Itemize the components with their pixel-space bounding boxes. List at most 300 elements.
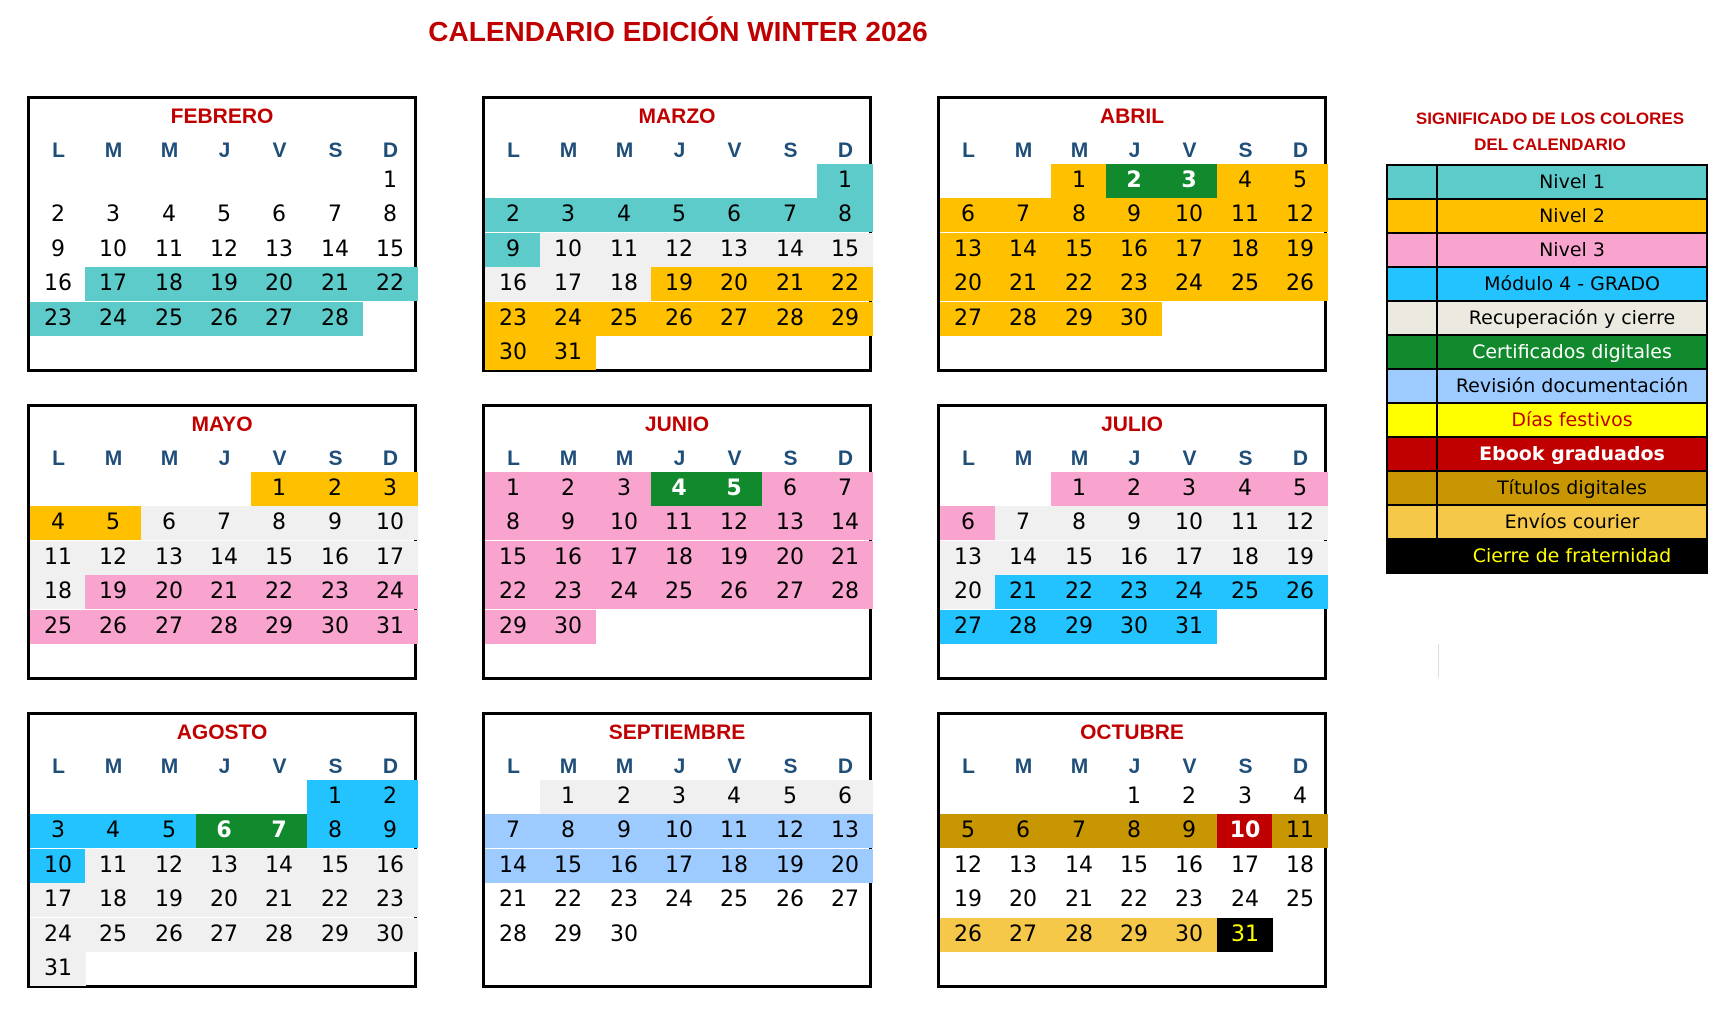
weekday-header: V <box>1182 139 1197 162</box>
day-cell: 10 <box>540 233 596 267</box>
day-cell: 13 <box>141 541 197 575</box>
day-cell: 28 <box>196 610 252 644</box>
weekday-header: L <box>507 755 520 778</box>
weekday-header: L <box>52 755 65 778</box>
day-cell: 27 <box>940 302 996 336</box>
day-cell: 10 <box>1161 198 1217 232</box>
day-cell: 2 <box>51 202 65 227</box>
day-cell: 19 <box>651 267 707 301</box>
legend-item <box>1388 472 1706 506</box>
day-cell: 29 <box>251 610 307 644</box>
day-cell: 27 <box>196 918 252 952</box>
legend-item <box>1388 404 1706 438</box>
day-cell: 30 <box>1106 302 1162 336</box>
weekday-header: S <box>783 447 798 470</box>
day-cell: 5 <box>85 506 141 540</box>
day-cell: 25 <box>651 575 707 609</box>
weekday-header: L <box>962 755 975 778</box>
legend-label: Ebook graduados <box>1479 443 1665 465</box>
day-cell: 22 <box>485 575 541 609</box>
day-cell: 10 <box>596 506 652 540</box>
day-cell: 20 <box>817 849 873 883</box>
day-cell: 23 <box>362 883 418 917</box>
day-cell: 21 <box>817 541 873 575</box>
weekday-header: M <box>1014 447 1033 470</box>
legend-label: Nivel 1 <box>1539 171 1605 193</box>
day-cell: 9 <box>1106 198 1162 232</box>
day-cell: 17 <box>1161 233 1217 267</box>
day-cell: 30 <box>1161 918 1217 952</box>
day-cell: 4 <box>706 780 762 814</box>
weekday-header: L <box>962 139 975 162</box>
legend-swatch <box>1388 302 1438 334</box>
day-cell: 30 <box>610 922 638 947</box>
day-cell: 20 <box>196 883 252 917</box>
day-cell: 30 <box>1106 610 1162 644</box>
weekday-header: M <box>1070 447 1089 470</box>
month-name: JULIO <box>1101 413 1163 436</box>
day-cell: 17 <box>1231 853 1259 878</box>
weekday-header: D <box>382 755 399 778</box>
day-cell: 16 <box>44 271 72 296</box>
weekday-header: S <box>1238 139 1253 162</box>
day-cell: 3 <box>596 472 652 506</box>
day-cell: 8 <box>817 198 873 232</box>
day-cell: 4 <box>1217 164 1273 198</box>
day-cell: 7 <box>995 198 1051 232</box>
weekday-header: S <box>328 447 343 470</box>
weekday-header: M <box>160 139 179 162</box>
day-cell: 6 <box>272 202 286 227</box>
day-cell: 1 <box>1051 164 1107 198</box>
day-cell: 5 <box>940 814 996 848</box>
day-cell: 14 <box>251 849 307 883</box>
day-cell: 22 <box>362 267 418 301</box>
day-cell: 30 <box>307 610 363 644</box>
day-cell: 19 <box>141 883 197 917</box>
day-cell: 12 <box>210 237 238 262</box>
day-cell: 1 <box>540 780 596 814</box>
legend-swatch <box>1388 472 1438 504</box>
day-cell: 12 <box>706 506 762 540</box>
month-febrero <box>27 96 417 372</box>
day-cell: 9 <box>1161 814 1217 848</box>
day-cell: 22 <box>251 575 307 609</box>
day-cell: 7 <box>485 814 541 848</box>
weekday-header: S <box>783 755 798 778</box>
day-cell: 23 <box>30 302 86 336</box>
month-name: FEBRERO <box>170 105 274 128</box>
day-cell: 18 <box>1217 233 1273 267</box>
day-cell: 26 <box>706 575 762 609</box>
day-cell: 8 <box>1106 814 1162 848</box>
day-cell: 5 <box>217 202 231 227</box>
month-name: AGOSTO <box>176 721 268 744</box>
day-cell: 13 <box>196 849 252 883</box>
weekday-header: V <box>272 447 287 470</box>
weekday-header: J <box>673 447 686 470</box>
day-cell: 7 <box>1051 814 1107 848</box>
day-cell: 3 <box>1161 472 1217 506</box>
legend-item <box>1388 302 1706 336</box>
legend-swatch <box>1388 166 1438 198</box>
day-cell: 2 <box>1182 784 1196 809</box>
month-name: MARZO <box>638 105 716 128</box>
legend-item <box>1388 438 1706 472</box>
day-cell: 8 <box>540 814 596 848</box>
day-cell: 17 <box>1161 541 1217 575</box>
weekday-header: M <box>104 447 123 470</box>
day-cell: 23 <box>1106 575 1162 609</box>
day-cell: 11 <box>596 233 652 267</box>
day-cell: 4 <box>1293 784 1307 809</box>
legend-label: Cierre de fraternidad <box>1472 545 1672 567</box>
day-cell: 27 <box>251 302 307 336</box>
day-cell: 25 <box>1286 887 1314 912</box>
day-cell: 27 <box>831 887 859 912</box>
legend-swatch <box>1388 438 1438 470</box>
day-cell: 6 <box>706 198 762 232</box>
month-name: SEPTIEMBRE <box>608 721 746 744</box>
day-cell: 1 <box>1051 472 1107 506</box>
weekday-header: D <box>837 447 854 470</box>
weekday-header: J <box>218 755 231 778</box>
day-cell: 24 <box>1161 267 1217 301</box>
day-cell: 12 <box>651 233 707 267</box>
day-cell: 14 <box>1065 853 1093 878</box>
weekday-header: J <box>1128 755 1141 778</box>
day-cell: 9 <box>362 814 418 848</box>
day-cell: 21 <box>307 267 363 301</box>
day-cell: 22 <box>1120 887 1148 912</box>
day-cell: 3 <box>106 202 120 227</box>
day-cell: 30 <box>362 918 418 952</box>
day-cell: 21 <box>995 575 1051 609</box>
day-cell: 24 <box>85 302 141 336</box>
month-junio <box>482 404 872 680</box>
day-cell: 26 <box>85 610 141 644</box>
day-cell: 10 <box>362 506 418 540</box>
day-cell: 20 <box>940 267 996 301</box>
day-cell: 25 <box>141 302 197 336</box>
day-cell: 6 <box>940 198 996 232</box>
legend-label: Nivel 3 <box>1539 239 1605 261</box>
day-cell: 31 <box>362 610 418 644</box>
day-cell: 6 <box>762 472 818 506</box>
day-cell: 23 <box>540 575 596 609</box>
day-cell: 11 <box>651 506 707 540</box>
day-cell: 18 <box>706 849 762 883</box>
day-cell: 26 <box>1272 575 1328 609</box>
weekday-header: M <box>104 139 123 162</box>
day-cell: 24 <box>1231 887 1259 912</box>
day-cell: 15 <box>485 541 541 575</box>
day-cell: 16 <box>1106 233 1162 267</box>
legend-title <box>1380 106 1720 158</box>
day-cell: 10 <box>651 814 707 848</box>
day-cell: 8 <box>383 202 397 227</box>
month-name: MAYO <box>191 413 253 436</box>
day-cell: 26 <box>1272 267 1328 301</box>
day-cell: 2 <box>1106 472 1162 506</box>
day-cell: 24 <box>362 575 418 609</box>
day-cell: 25 <box>596 302 652 336</box>
day-cell: 19 <box>1272 233 1328 267</box>
weekday-header: V <box>727 447 742 470</box>
weekday-header: D <box>1292 139 1309 162</box>
day-cell: 2 <box>485 198 541 232</box>
day-cell: 15 <box>251 541 307 575</box>
weekday-header: D <box>1292 447 1309 470</box>
day-cell: 31 <box>30 952 86 986</box>
day-cell: 18 <box>1286 853 1314 878</box>
weekday-header: L <box>962 447 975 470</box>
day-cell: 31 <box>1217 918 1273 952</box>
day-cell: 9 <box>596 814 652 848</box>
legend-label: Recuperación y cierre <box>1468 307 1676 329</box>
legend-item <box>1388 336 1706 370</box>
day-cell: 28 <box>762 302 818 336</box>
day-cell: 14 <box>995 233 1051 267</box>
legend-label: Títulos digitales <box>1497 477 1647 499</box>
legend-item <box>1388 370 1706 404</box>
day-cell: 9 <box>51 237 65 262</box>
day-cell: 21 <box>251 883 307 917</box>
day-cell: 25 <box>1217 267 1273 301</box>
month-name: ABRIL <box>1099 105 1165 128</box>
day-cell: 28 <box>995 302 1051 336</box>
month-agosto <box>27 712 417 988</box>
day-cell: 12 <box>85 541 141 575</box>
day-cell: 8 <box>1051 506 1107 540</box>
day-cell: 8 <box>485 506 541 540</box>
legend-item <box>1388 268 1706 302</box>
weekday-header: V <box>1182 447 1197 470</box>
weekday-header: V <box>727 755 742 778</box>
day-cell: 27 <box>141 610 197 644</box>
day-cell: 2 <box>1106 164 1162 198</box>
day-cell: 14 <box>995 541 1051 575</box>
day-cell: 29 <box>554 922 582 947</box>
day-cell: 6 <box>817 780 873 814</box>
day-cell: 24 <box>665 887 693 912</box>
day-cell: 11 <box>85 849 141 883</box>
day-cell: 1 <box>485 472 541 506</box>
day-cell: 3 <box>651 780 707 814</box>
legend-swatch <box>1388 268 1438 300</box>
day-cell: 11 <box>706 814 762 848</box>
day-cell: 29 <box>1051 302 1107 336</box>
day-cell: 22 <box>1051 267 1107 301</box>
month-abril <box>937 96 1327 372</box>
day-cell: 5 <box>1272 472 1328 506</box>
weekday-header: V <box>727 139 742 162</box>
day-cell: 24 <box>596 575 652 609</box>
day-cell: 21 <box>995 267 1051 301</box>
day-cell: 22 <box>817 267 873 301</box>
day-cell: 21 <box>499 887 527 912</box>
day-cell: 6 <box>995 814 1051 848</box>
day-cell: 26 <box>651 302 707 336</box>
weekday-header: M <box>1070 755 1089 778</box>
day-cell: 16 <box>485 267 541 301</box>
month-septiembre <box>482 712 872 988</box>
day-cell: 4 <box>651 472 707 506</box>
day-cell: 29 <box>307 918 363 952</box>
day-cell: 22 <box>1051 575 1107 609</box>
day-cell: 23 <box>1106 267 1162 301</box>
day-cell: 2 <box>540 472 596 506</box>
day-cell: 11 <box>1272 814 1328 848</box>
day-cell: 29 <box>1106 918 1162 952</box>
day-cell: 10 <box>1217 814 1273 848</box>
legend-item <box>1388 506 1706 540</box>
day-cell: 24 <box>30 918 86 952</box>
day-cell: 16 <box>540 541 596 575</box>
weekday-header: S <box>328 755 343 778</box>
weekday-header: S <box>1238 755 1253 778</box>
day-cell: 18 <box>1217 541 1273 575</box>
day-cell: 8 <box>1051 198 1107 232</box>
legend-label: Días festivos <box>1511 409 1633 431</box>
day-cell: 29 <box>485 610 541 644</box>
day-cell: 18 <box>85 883 141 917</box>
day-cell: 6 <box>196 814 252 848</box>
weekday-header: M <box>615 139 634 162</box>
day-cell: 4 <box>596 198 652 232</box>
day-cell: 12 <box>954 853 982 878</box>
day-cell: 1 <box>383 168 397 193</box>
legend-swatch <box>1388 200 1438 232</box>
day-cell: 23 <box>307 575 363 609</box>
legend-item <box>1388 234 1706 268</box>
day-cell: 9 <box>307 506 363 540</box>
day-cell: 26 <box>940 918 996 952</box>
weekday-header: M <box>104 755 123 778</box>
weekday-header: J <box>1128 447 1141 470</box>
day-cell: 16 <box>1106 541 1162 575</box>
month-name: JUNIO <box>644 413 710 436</box>
legend-title-line2: DEL CALENDARIO <box>1474 135 1626 154</box>
day-cell: 9 <box>540 506 596 540</box>
legend-title-line1: SIGNIFICADO DE LOS COLORES <box>1415 109 1685 128</box>
weekday-header: J <box>218 139 231 162</box>
weekday-header: L <box>52 139 65 162</box>
day-cell: 28 <box>817 575 873 609</box>
day-cell: 25 <box>85 918 141 952</box>
day-cell: 8 <box>307 814 363 848</box>
day-cell: 10 <box>99 237 127 262</box>
weekday-header: M <box>559 755 578 778</box>
weekday-header: M <box>615 447 634 470</box>
day-cell: 14 <box>817 506 873 540</box>
day-cell: 8 <box>251 506 307 540</box>
day-cell: 7 <box>995 506 1051 540</box>
day-cell: 25 <box>720 887 748 912</box>
day-cell: 21 <box>1065 887 1093 912</box>
day-cell: 19 <box>196 267 252 301</box>
legend-swatch <box>1388 370 1438 402</box>
legend-item <box>1388 166 1706 200</box>
day-cell: 19 <box>85 575 141 609</box>
day-cell: 28 <box>307 302 363 336</box>
legend-item <box>1388 200 1706 234</box>
day-cell: 31 <box>540 336 596 370</box>
weekday-header: S <box>328 139 343 162</box>
day-cell: 16 <box>1175 853 1203 878</box>
day-cell: 27 <box>706 302 762 336</box>
weekday-header: V <box>272 755 287 778</box>
day-cell: 16 <box>307 541 363 575</box>
weekday-header: L <box>507 447 520 470</box>
day-cell: 3 <box>362 472 418 506</box>
day-cell: 28 <box>995 610 1051 644</box>
weekday-header: L <box>52 447 65 470</box>
day-cell: 13 <box>1009 853 1037 878</box>
day-cell: 23 <box>485 302 541 336</box>
day-cell: 15 <box>376 237 404 262</box>
day-cell: 4 <box>162 202 176 227</box>
day-cell: 17 <box>30 883 86 917</box>
day-cell: 19 <box>954 887 982 912</box>
day-cell: 19 <box>762 849 818 883</box>
weekday-header: L <box>507 139 520 162</box>
day-cell: 5 <box>141 814 197 848</box>
day-cell: 18 <box>141 267 197 301</box>
day-cell: 28 <box>251 918 307 952</box>
legend-item <box>1388 540 1706 574</box>
day-cell: 9 <box>485 233 541 267</box>
legend-label: Certificados digitales <box>1472 341 1672 363</box>
day-cell: 18 <box>596 267 652 301</box>
day-cell: 26 <box>141 918 197 952</box>
day-cell: 22 <box>554 887 582 912</box>
day-cell: 24 <box>540 302 596 336</box>
day-cell: 11 <box>1217 506 1273 540</box>
day-cell: 22 <box>307 883 363 917</box>
divider <box>1438 644 1439 678</box>
month-octubre <box>937 712 1327 988</box>
weekday-header: M <box>559 139 578 162</box>
day-cell: 15 <box>307 849 363 883</box>
day-cell: 3 <box>540 198 596 232</box>
day-cell: 27 <box>995 918 1051 952</box>
day-cell: 24 <box>1161 575 1217 609</box>
month-name: OCTUBRE <box>1080 721 1184 744</box>
day-cell: 20 <box>762 541 818 575</box>
day-cell: 4 <box>85 814 141 848</box>
day-cell: 18 <box>651 541 707 575</box>
day-cell: 15 <box>540 849 596 883</box>
day-cell: 26 <box>776 887 804 912</box>
weekday-header: V <box>272 139 287 162</box>
weekday-header: M <box>1014 755 1033 778</box>
weekday-header: D <box>837 139 854 162</box>
day-cell: 14 <box>321 237 349 262</box>
day-cell: 23 <box>610 887 638 912</box>
day-cell: 14 <box>485 849 541 883</box>
legend-swatch <box>1388 234 1438 266</box>
day-cell: 17 <box>651 849 707 883</box>
day-cell: 7 <box>328 202 342 227</box>
day-cell: 18 <box>30 575 86 609</box>
day-cell: 2 <box>596 780 652 814</box>
day-cell: 15 <box>817 233 873 267</box>
day-cell: 14 <box>196 541 252 575</box>
day-cell: 5 <box>762 780 818 814</box>
legend-swatch <box>1388 540 1438 572</box>
day-cell: 20 <box>940 575 996 609</box>
